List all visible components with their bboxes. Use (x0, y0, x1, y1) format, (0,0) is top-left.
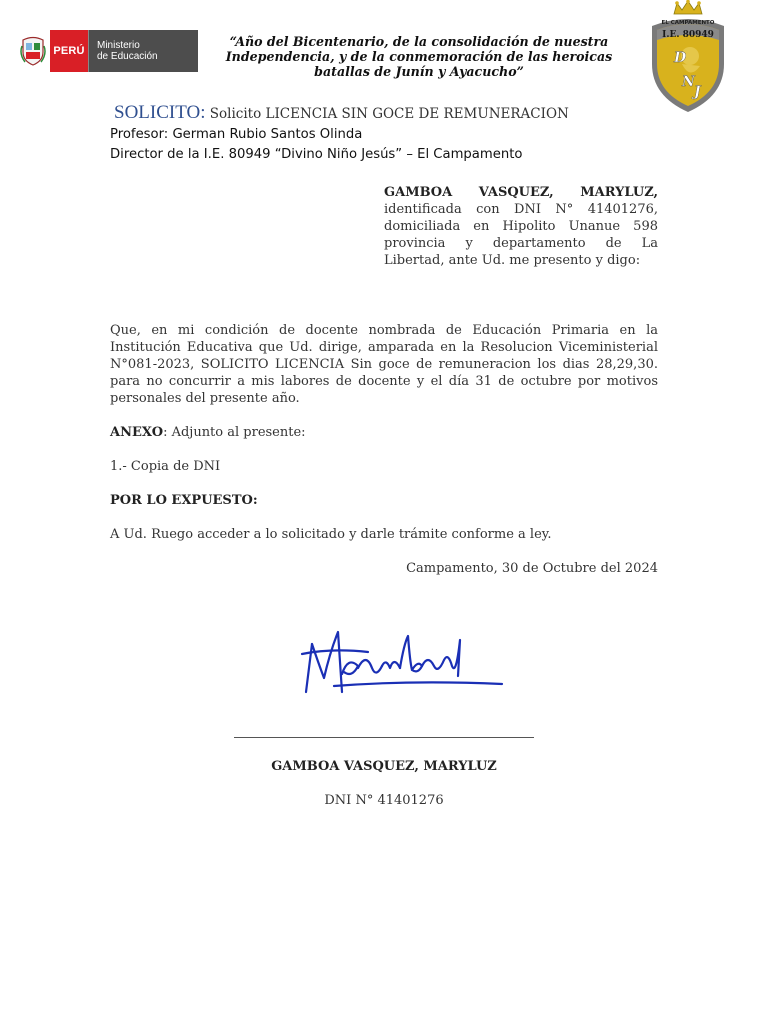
crest-initial-d: D (674, 50, 687, 66)
anexo-text: : Adjunto al presente: (163, 425, 306, 440)
date-line: Campamento, 30 de Octubre del 2024 (406, 561, 658, 576)
por-lo-expuesto (110, 492, 658, 509)
crest-school-text: I.E. 80949 (662, 30, 714, 40)
year-motto: “Año del Bicentenario, de la consolidación de nuestra Independencia, y de la conmemoración de las heroicas batallas de Junín y Ayacucho” (225, 34, 613, 79)
subject-label: SOLICITO: (114, 102, 206, 123)
signer-name: GAMBOA VASQUEZ, MARYLUZ (271, 759, 497, 774)
signature-line (234, 737, 534, 738)
subject-line (114, 102, 569, 124)
sender-name: GAMBOA VASQUEZ, MARYLUZ, (384, 185, 658, 200)
sender-block (384, 184, 658, 269)
signer-dni: DNI N° 41401276 (324, 793, 444, 808)
ministry-line-2: de Educación (97, 51, 158, 62)
coat-of-arms-icon (16, 30, 50, 72)
anexo-line (110, 424, 658, 441)
recipient-line-2: Director de la I.E. 80949 “Divino Niño Jesús” – El Campamento (110, 147, 523, 162)
peru-label: PERÚ (50, 30, 88, 72)
minedu-logo (16, 30, 198, 72)
ministry-line-1: Ministerio (97, 40, 140, 51)
handwritten-signature (272, 622, 508, 700)
subject-text: Solicito LICENCIA SIN GOCE DE REMUNERACION (205, 106, 569, 122)
school-crest (646, 0, 730, 116)
ministry-name (88, 30, 198, 72)
crest-shield-icon (646, 0, 730, 116)
request-line: A Ud. Ruego acceder a lo solicitado y darle trámite conforme a ley. (110, 527, 552, 542)
crest-initial-j: J (694, 84, 701, 100)
expuesto-heading: POR LO EXPUESTO: (110, 493, 258, 508)
crest-initial-n: N (682, 74, 695, 90)
sender-details: identificada con DNI N° 41401276, domiciliada en Hipolito Unanue 598 provincia y departamento de La Libertad, ante Ud. me presento y digo: (384, 202, 658, 268)
body-paragraph: Que, en mi condición de docente nombrada de Educación Primaria en la Institución Educativa que Ud. dirige, amparada en la Resolucion Viceministerial N°081-2023, SOLICITO LICENCIA Sin goce de remuneracion los dias 28,29,30. para no concurrir a mis labores de docente y el día 31 de octubre por motivos personales del presente año. (110, 323, 658, 406)
recipient-line-1: Profesor: German Rubio Santos Olinda (110, 127, 363, 142)
anexo-label: ANEXO (110, 425, 164, 440)
crest-top-text: EL CAMPAMENTO (661, 20, 715, 26)
anexo-item: 1.- Copia de DNI (110, 459, 221, 474)
